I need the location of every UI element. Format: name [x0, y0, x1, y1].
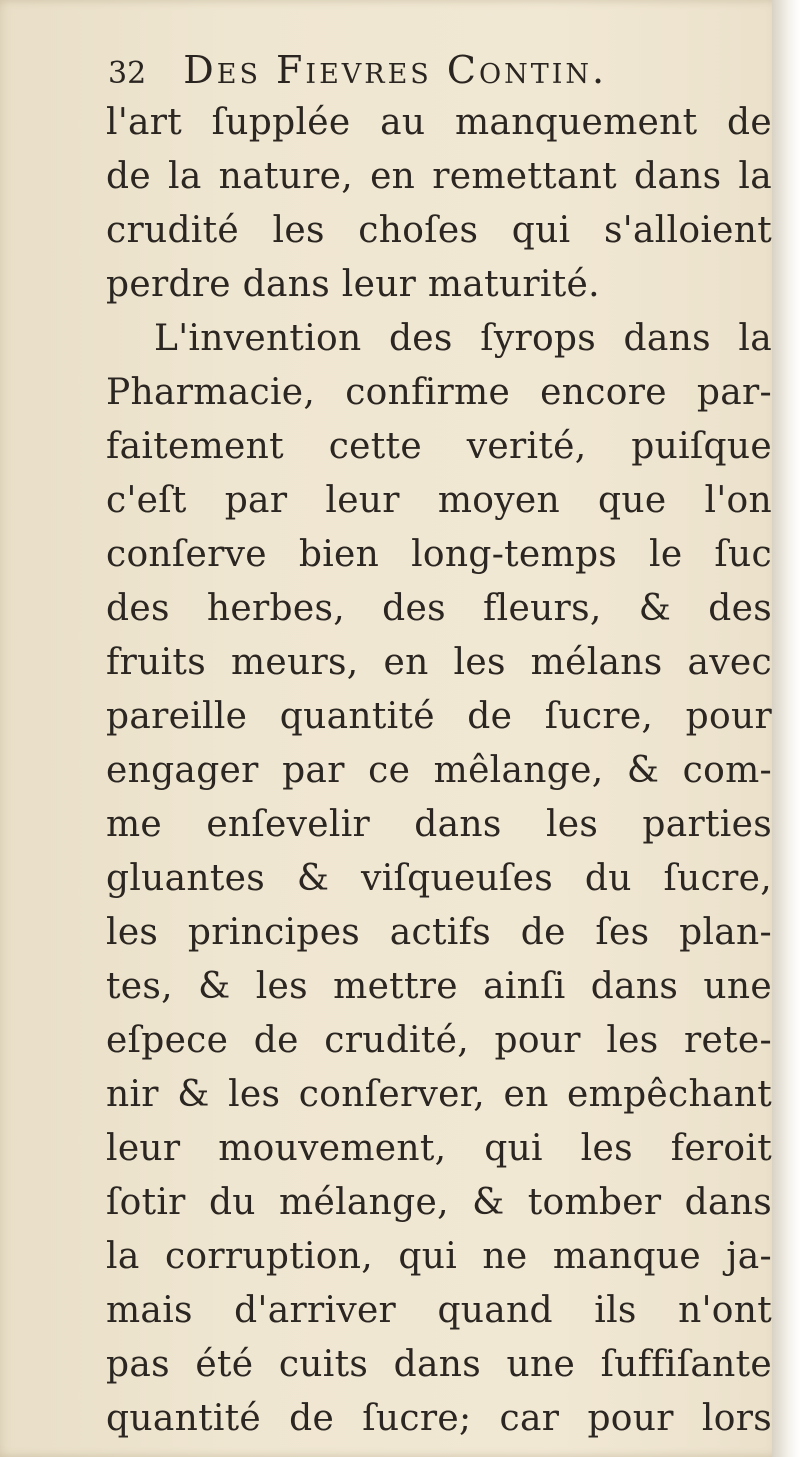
text-line: des herbes, des fleurs, & des — [106, 588, 772, 629]
text-line: pas été cuits dans une ſuffiſante — [106, 1344, 772, 1385]
text-line: Pharmacie, confirme encore par- — [106, 372, 772, 413]
text-line: la corruption, qui ne manque ja- — [106, 1236, 772, 1277]
text-line: mais d'arriver quand ils n'ont — [106, 1290, 772, 1331]
running-title: Des Fievres Contin. — [183, 48, 608, 92]
text-line: engager par ce mêlange, & com- — [106, 750, 772, 791]
text-line: quantité de ſucre; car pour lors — [106, 1398, 772, 1439]
text-line: pareille quantité de ſucre, pour — [106, 696, 772, 737]
text-line: faitement cette verité, puiſque — [106, 426, 772, 467]
text-line: nir & les conſerver, en empêchant — [106, 1074, 772, 1115]
text-line: eſpece de crudité, pour les rete- — [106, 1020, 772, 1061]
text-line: me enſevelir dans les parties — [106, 804, 772, 845]
text-line: gluantes & viſqueuſes du ſucre, — [106, 858, 772, 899]
text-line: c'eſt par leur moyen que l'on — [106, 480, 772, 521]
text-line: de la nature, en remettant dans la — [106, 156, 772, 197]
page-number: 32 — [108, 56, 147, 91]
text-line: ſotir du mélange, & tomber dans — [106, 1182, 772, 1223]
text-line: fruits meurs, en les mélans avec — [106, 642, 772, 683]
body-text — [106, 96, 772, 1446]
text-line: crudité les choſes qui s'alloient — [106, 210, 772, 251]
running-head — [108, 40, 748, 100]
text-line: les principes actifs de ſes plan- — [106, 912, 772, 953]
text-line: leur mouvement, qui les feroit — [106, 1128, 772, 1169]
text-line: conſerve bien long-temps le ſuc — [106, 534, 772, 575]
text-line: L'invention des ſyrops dans la — [154, 318, 772, 359]
text-line: tes, & les mettre ainſi dans une — [106, 966, 772, 1007]
page-edge — [772, 0, 800, 1457]
text-line: perdre dans leur maturité. — [106, 264, 600, 305]
text-line: l'art ſupplée au manquement de — [106, 102, 772, 143]
